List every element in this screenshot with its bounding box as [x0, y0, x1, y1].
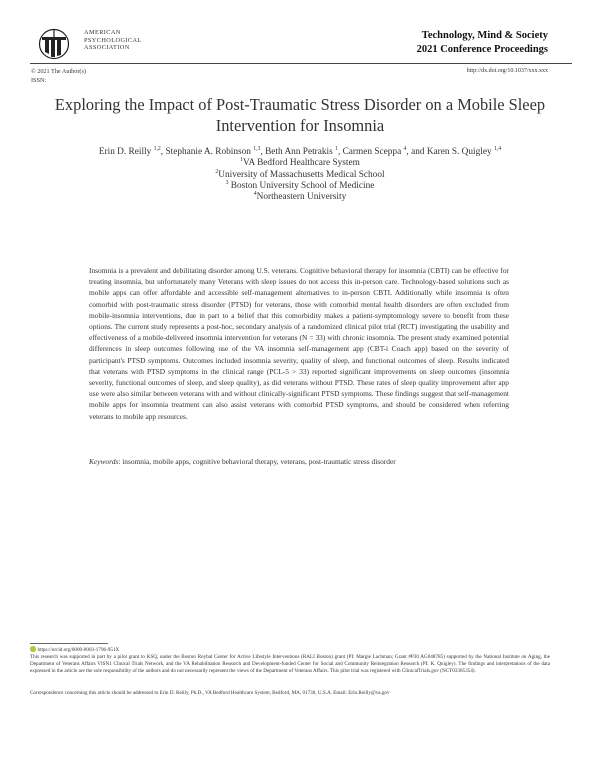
orcid-icon — [30, 646, 36, 652]
author-separator: , — [337, 147, 343, 157]
logo-line: ASSOCIATION — [84, 44, 130, 52]
affiliation-list — [40, 158, 560, 203]
footnote-rule — [30, 643, 108, 644]
affiliation-name: VA Bedford Healthcare System — [243, 158, 360, 169]
author-affiliation-number: 4 — [403, 145, 407, 152]
logo-line: AMERICAN — [84, 29, 121, 36]
author-affiliation-number: 1 — [335, 145, 338, 152]
abstract: Insomnia is a prevalent and debilitating disorder among U.S. veterans. Cognitive behavioral therapy for insomnia (CBTI) can be effective for treating insomnia, but unfortunately many Veterans with sleep issues do not access this in-person care. Technology-based solutions such as mobile apps can offer affordable and accessible self-management alternatives to in-person CBTI. Additionally while insomnia is often comorbid with post-traumatic stress disorder (PTSD) for veterans, those with comorbid mental health disorders are often excluded from mobile-insomnia interventions, due in part to a belief that this comorbidity makes a patient-symptomology severe to benefit from these options. The current study represents a post-hoc, secondary analysis of a randomized clinical pilot trial (RCT) investigating the usability and effectiveness of a mobile-delivered insomnia intervention for veterans (N = 33) with chronic insomnia. The present study examined potential differences in sleep outcomes following use of the VA insomnia self-management app (CBT-i Coach app) based on the severity of participant's PTSD symptoms. Outcomes included insomnia severity, quality of sleep, and functional outcomes of sleep. Results indicated that veterans with PTSD symptoms in the clinical range (PCL-5 > 33) reported significant improvements on sleep outcomes (insomnia severity, functional outcomes of sleep, and sleep quality), as did veterans without PTSD. These rates of sleep quality improvement after app use were also similar between veterans with and without clinically-significant PTSD symptoms. These findings suggest that self-management mobile apps for insomnia treatment can also assist veterans with comorbid PTSD symptoms, and should be considered when referring veterans to mobile app resources. — [89, 266, 509, 421]
keywords — [89, 457, 529, 466]
keywords-list: : insomnia, mobile apps, cognitive behavioral therapy, veterans, post-traumatic stress disorder — [118, 457, 396, 466]
affiliation — [40, 158, 560, 169]
affiliation-number: 3 — [225, 179, 229, 186]
author-block — [40, 147, 560, 203]
article-title: Exploring the Impact of Post-Traumatic Stress Disorder on a Mobile Sleep Intervention for Insomnia — [54, 95, 546, 135]
doi-link[interactable]: http://dx.doi.org/10.1037/xxx.xxx — [466, 68, 548, 74]
orcid-footnote — [30, 646, 550, 654]
copyright-line: © 2021 The Author(s) — [31, 68, 86, 75]
author-affiliation-number: 1,2 — [153, 145, 161, 152]
author-name: Stephanie A. Robinson — [165, 147, 254, 157]
affiliation-name: Northeastern University — [256, 192, 347, 203]
article-meta — [31, 68, 86, 85]
affiliation-number: 4 — [253, 191, 257, 198]
author-separator: , — [260, 147, 266, 157]
affiliation-name: University of Massachusetts Medical School — [218, 169, 385, 180]
issn-line: ISSN: — [31, 76, 47, 84]
apa-logo-icon — [38, 28, 82, 60]
affiliation — [40, 181, 560, 192]
author-name: Erin D. Reilly — [98, 147, 154, 157]
affiliation-name: Boston University School of Medicine — [228, 180, 375, 191]
author-affiliation-number: 1,3 — [253, 145, 261, 152]
funding-footnote: This research was supported in part by a pilot grant to KSQ, under the Boston Roybal Center for Active Lifestyle Interventions (RALI Boston) grant (PI: Margie Lachman; Grant #P30 AG048785) supported by the National Institute on Aging, the Department of Veterans Affairs VISN1 Clinical Trials Network, and the VA Rehabilitation Research and Development-funded Center for Social and Community Reintegration Research (PI: K. Quigley). The findings and interpretations of the data expressed in the article are the sole responsibility of the authors and do not necessarily represent the views of the Department of Veterans Affairs. This pilot trial was registered with ClinicalTrials.gov (NCT03305354). — [30, 654, 550, 675]
author-affiliation-number: 1,4 — [493, 145, 502, 152]
affiliation-number: 1 — [240, 157, 244, 164]
affiliation — [40, 192, 560, 203]
author-name: Carmen Sceppa — [342, 147, 404, 157]
logo-line: PSYCHOLOGICAL — [84, 36, 142, 44]
journal-title: Technology, Mind & Society — [421, 30, 548, 41]
keywords-label: Keywords — [89, 457, 119, 466]
header-rule — [30, 63, 572, 64]
affiliation-number: 2 — [215, 168, 219, 175]
author-name: Karen S. Quigley — [426, 147, 494, 157]
journal-header — [417, 29, 548, 57]
author-separator: , — [160, 147, 166, 157]
orcid-link[interactable]: https://orcid.org/0000-0003-1796-951X — [37, 646, 120, 653]
apa-logo-text — [84, 29, 142, 52]
correspondence-footnote: Correspondence concerning this article should be addressed to Erin D. Reilly, Ph.D., VA Bedford Healthcare System, Bedford, MA, 01730, U.S.A. Email: Erin.Reilly@va.gov — [30, 690, 390, 696]
author-separator: , and — [406, 147, 427, 157]
author-name: Beth Ann Petrakis — [265, 147, 336, 157]
author-list — [40, 147, 560, 158]
affiliation — [40, 170, 560, 181]
proceedings-label: 2021 Conference Proceedings — [416, 44, 548, 55]
